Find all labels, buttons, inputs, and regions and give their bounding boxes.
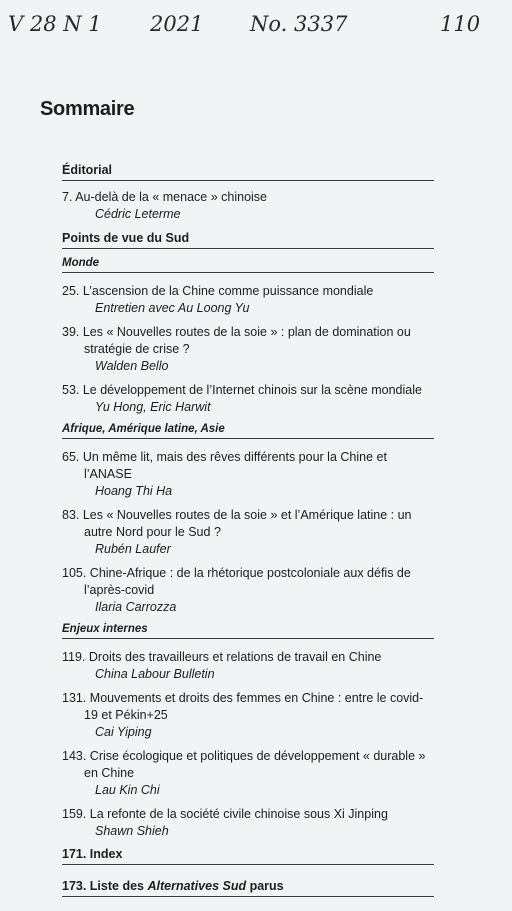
subsection-heading-monde: Monde: [62, 257, 434, 273]
handwritten-number: No. 3337: [250, 12, 348, 36]
entry-title: 7. Au-delà de la « menace » chinoise: [62, 190, 267, 204]
section-heading-points-de-vue: Points de vue du Sud: [62, 231, 434, 249]
toc-entry[interactable]: [62, 690, 434, 741]
toc-entry[interactable]: [62, 507, 434, 558]
toc-entry[interactable]: [62, 649, 434, 683]
entry-author: Cédric Leterme: [95, 207, 181, 221]
liste-prefix: 173. Liste des: [62, 879, 148, 893]
entry-title: 143. Crise écologique et politiques de développement « durable » en Chine: [62, 749, 426, 780]
entry-author: Yu Hong, Eric Harwit: [95, 400, 211, 414]
toc-entry[interactable]: [62, 283, 434, 317]
toc-entry[interactable]: [62, 565, 434, 616]
entry-author: Rubén Laufer: [95, 542, 171, 556]
handwritten-note: [0, 12, 512, 42]
table-of-contents: [62, 155, 434, 911]
entry-author: Walden Bello: [95, 359, 169, 373]
entry-author: Shawn Shieh: [95, 824, 169, 838]
entry-author: China Labour Bulletin: [95, 667, 215, 681]
entry-title: 53. Le développement de l’Internet chinois sur la scène mondiale: [62, 383, 422, 397]
page-title: Sommaire: [40, 98, 135, 120]
toc-entry[interactable]: [62, 748, 434, 799]
handwritten-page: 110: [440, 12, 481, 36]
entry-title: 131. Mouvements et droits des femmes en Chine : entre le covid-19 et Pékin+25: [62, 691, 424, 722]
toc-entry[interactable]: [62, 806, 434, 840]
toc-entry[interactable]: [62, 324, 434, 375]
subsection-heading-afrique: Afrique, Amérique latine, Asie: [62, 423, 434, 439]
section-heading-editorial: Éditorial: [62, 163, 434, 181]
entry-author: Lau Kin Chi: [95, 783, 160, 797]
entry-author: Ilaria Carrozza: [95, 600, 177, 614]
subsection-heading-enjeux: Enjeux internes: [62, 623, 434, 639]
entry-title: 25. L’ascension de la Chine comme puissance mondiale: [62, 284, 374, 298]
entry-title: 83. Les « Nouvelles routes de la soie » et l’Amérique latine : un autre Nord pour le Sud ?: [62, 508, 412, 539]
entry-title: 159. La refonte de la société civile chinoise sous Xi Jinping: [62, 807, 388, 821]
entry-author: Cai Yiping: [95, 725, 152, 739]
index-entry[interactable]: 171. Index: [62, 847, 434, 865]
entry-author: Entretien avec Au Loong Yu: [95, 301, 250, 315]
entry-title: 39. Les « Nouvelles routes de la soie » : plan de domination ou stratégie de crise ?: [62, 325, 411, 356]
liste-series-title: Alternatives Sud: [147, 879, 247, 893]
entry-title: 119. Droits des travailleurs et relations de travail en Chine: [62, 650, 382, 664]
liste-entry[interactable]: [62, 879, 434, 897]
toc-entry[interactable]: [62, 449, 434, 500]
handwritten-year: 2021: [150, 12, 204, 36]
entry-title: 105. Chine-Afrique : de la rhétorique postcoloniale aux défis de l’après-covid: [62, 566, 411, 597]
toc-entry[interactable]: [62, 382, 434, 416]
toc-entry[interactable]: [62, 189, 434, 223]
liste-suffix: parus: [246, 879, 284, 893]
entry-author: Hoang Thi Ha: [95, 484, 173, 498]
handwritten-volume: V 28 N 1: [8, 12, 102, 36]
entry-title: 65. Un même lit, mais des rêves différents pour la Chine et l’ANASE: [62, 450, 387, 481]
